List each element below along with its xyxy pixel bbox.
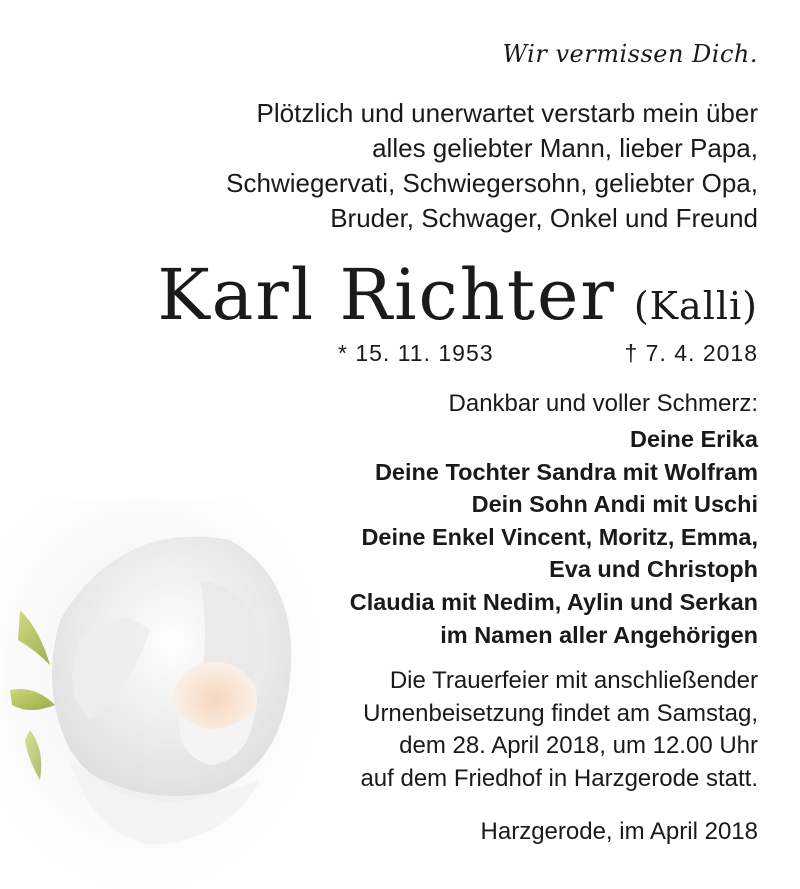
intro-line: Schwiegervati, Schwiegersohn, geliebter Opa, <box>226 168 758 198</box>
intro-line: Plötzlich und unerwartet verstarb mein über <box>256 98 758 128</box>
intro-line: Bruder, Schwager, Onkel und Freund <box>330 203 758 233</box>
ceremony-line: dem 28. April 2018, um 12.00 Uhr <box>399 732 758 759</box>
ceremony-line: Urnenbeisetzung findet am Samstag, <box>363 699 758 727</box>
birth-date: * 15. 11. 1953 <box>338 340 494 366</box>
mourner-line: Eva und Christoph <box>549 556 758 583</box>
thanks-line: Dankbar und voller Schmerz: <box>448 390 758 417</box>
white-rose-image <box>0 500 320 889</box>
mourners-list <box>350 423 758 651</box>
ceremony-info <box>360 665 758 795</box>
intro-line: alles geliebter Mann, lieber Papa, <box>372 133 758 163</box>
mourner-line: Dein Sohn Andi mit Uschi <box>471 491 758 518</box>
mourner-line: Deine Erika <box>629 426 758 452</box>
death-date: † 7. 4. 2018 <box>624 340 758 366</box>
full-name: Karl Richter <box>157 254 616 336</box>
nickname: (Kalli) <box>633 284 758 328</box>
intro-text <box>226 96 758 236</box>
mourner-line: Deine Tochter Sandra mit Wolfram <box>374 458 758 485</box>
mourner-line: Claudia mit Nedim, Aylin und Serkan <box>349 588 758 615</box>
deceased-name <box>157 254 758 336</box>
ceremony-line: auf dem Friedhof in Harzgerode statt. <box>360 764 758 792</box>
ceremony-line: Die Trauerfeier mit anschließender <box>389 667 758 694</box>
mourner-line: im Namen aller Angehörigen <box>440 621 758 648</box>
place-and-date: Harzgerode, im April 2018 <box>480 818 758 845</box>
life-dates <box>338 340 758 367</box>
motto: Wir vermissen Dich. <box>502 40 758 68</box>
mourner-line: Deine Enkel Vincent, Moritz, Emma, <box>361 523 758 550</box>
